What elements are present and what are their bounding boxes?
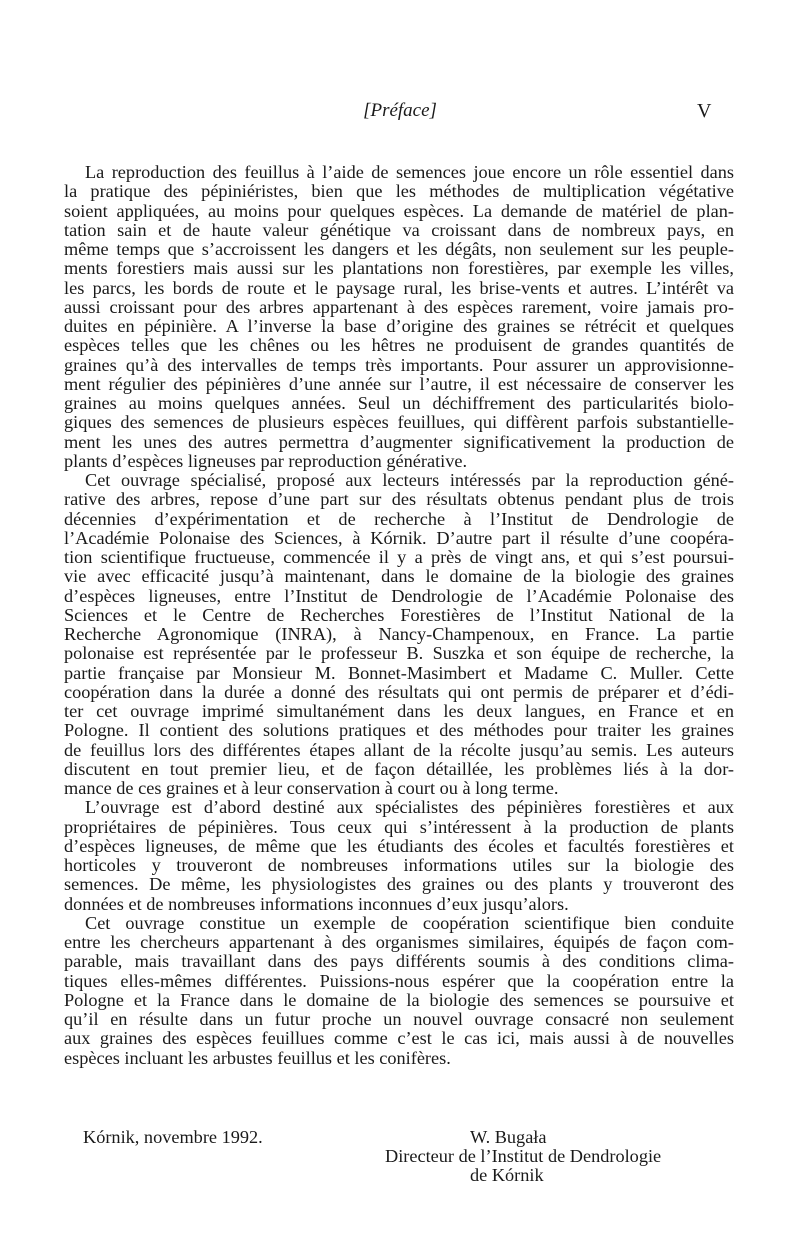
text-line: coopération dans la durée a donné des résultats qui ont permis de préparer et d’édi-	[64, 681, 734, 702]
text-line: Cet ouvrage spécialisé, proposé aux lecteurs intéressés par la reproduction géné-	[85, 470, 734, 490]
preface-body	[64, 163, 734, 1068]
text-line: Recherche Agronomique (INRA), à Nancy-Champenoux, en France. La partie	[64, 624, 734, 644]
text-line: données et de nombreuses informations inconnues d’eux jusqu’alors.	[64, 893, 569, 914]
text-line: graines qu’à des intervalles de temps très importants. Pour assurer un approvisionne-	[64, 354, 734, 375]
paragraph	[64, 798, 734, 914]
text-line: tation sain et de haute valeur génétique va croissant dans de nombreux pays, en	[64, 219, 734, 240]
text-line: semences. De même, les physiologistes des graines ou des plants y trouveront des	[64, 874, 734, 895]
text-line: horticoles y trouveront de nombreuses informations utiles sur la biologie des	[64, 855, 734, 875]
text-line: duites en pépinière. A l’inverse la base d’origine des graines se rétrécit et quelques	[64, 316, 734, 336]
text-line: Sciences et le Centre de Recherches Forestières de l’Institut National de la	[64, 604, 734, 625]
text-line: ment les unes des autres permettra d’augmenter significativement la production de	[64, 431, 734, 452]
running-header-title: [Préface]	[363, 100, 437, 121]
text-line: qu’il en résulte dans un futur proche un nouvel ouvrage consacré non seulement	[64, 1009, 734, 1029]
text-line: polonaise est représentée par le professeur B. Suszka et son équipe de recherche, la	[64, 643, 734, 664]
text-line: d’espèces ligneuses, entre l’Institut de Dendrologie de l’Académie Polonaise des	[64, 585, 734, 606]
text-line: giques des semences de plusieurs espèces feuillues, qui diffèrent parfois substantielle-	[64, 412, 734, 433]
paragraph	[64, 471, 734, 798]
paragraph	[64, 914, 734, 1068]
text-line: graines au moins quelques années. Seul un déchiffrement des particularités biolo-	[64, 393, 734, 413]
text-line: L’ouvrage est d’abord destiné aux spécialistes des pépinières forestières et aux	[85, 797, 734, 818]
text-line: espèces telles que les chênes ou les hêtres ne produisent de grandes quantités de	[64, 335, 734, 356]
signature-place-date: Kórnik, novembre 1992.	[83, 1127, 263, 1147]
text-line: partie française par Monsieur M. Bonnet-Masimbert et Madame C. Muller. Cette	[64, 662, 734, 683]
text-line: tiques elles-mêmes différentes. Puissions-nous espérer que la coopération entre la	[64, 970, 734, 991]
text-line: même temps que s’accroissent les dangers et les dégâts, non seulement sur les peuple-	[64, 239, 734, 259]
text-line: mance de ces graines et à leur conservation à court ou à long terme.	[64, 778, 559, 798]
text-line: entre les chercheurs appartenant à des organismes similaires, équipés de façon com-	[64, 932, 734, 952]
text-line: aux graines des espèces feuillues comme c’est le cas ici, mais aussi à de nouvelles	[64, 1028, 734, 1049]
paragraph	[64, 163, 734, 471]
page-number: V	[697, 100, 712, 122]
text-line: parable, mais travaillant dans des pays différents soumis à des conditions clima-	[64, 951, 734, 972]
text-line: de feuillus lors des différentes étapes allant de la récolte jusqu’au semis. Les auteurs	[64, 739, 734, 760]
text-line: aussi croissant pour des arbres appartenant à des espèces rarement, voire jamais pro-	[64, 296, 734, 317]
text-line: les parcs, les bords de route et le paysage rural, les brise-vents et autres. L’intérêt va	[64, 277, 734, 298]
text-line: plants d’espèces ligneuses par reproduction générative.	[64, 450, 468, 471]
text-line: Cet ouvrage constitue un exemple de coopération scientifique bien conduite	[85, 912, 734, 933]
text-line: tion scientifique fructueuse, commencée il y a près de vingt ans, et qui s’est poursui-	[64, 547, 734, 567]
text-line: propriétaires de pépinières. Tous ceux qui s’intéressent à la production de plants	[64, 816, 734, 837]
text-line: ments forestiers mais aussi sur les plantations non forestières, par exemple les villes,	[64, 258, 734, 279]
text-line: ter cet ouvrage imprimé simultanément dans les deux langues, en France et en	[64, 701, 734, 721]
text-line: ment régulier des pépinières d’une année sur l’autre, il est nécessaire de conserver les	[64, 373, 734, 394]
text-line: l’Académie Polonaise des Sciences, à Kórnik. D’autre part il résulte d’une coopéra-	[64, 527, 734, 548]
text-line: espèces incluant les arbustes feuillus et les conifères.	[64, 1047, 451, 1068]
text-line: Pologne. Il contient des solutions pratiques et des méthodes pour traiter les graines	[64, 720, 734, 741]
signature-role: Directeur de l’Institut de Dendrologie	[385, 1146, 662, 1166]
text-line: Pologne et la France dans le domaine de la biologie des semences se poursuive et	[64, 989, 734, 1010]
text-line: rative des arbres, repose d’une part sur des résultats obtenus pendant plus de trois	[64, 489, 734, 510]
text-line: décennies d’expérimentation et de recherche à l’Institut de Dendrologie de	[64, 508, 734, 529]
text-line: d’espèces ligneuses, de même que les étudiants des écoles et facultés forestières et	[64, 835, 734, 856]
text-line: soient appliquées, au moins pour quelques espèces. La demande de matériel de plan-	[64, 200, 734, 221]
text-line: La reproduction des feuillus à l’aide de semences joue encore un rôle essentiel dans	[85, 162, 734, 182]
signature-location: de Kórnik	[470, 1165, 544, 1185]
signature-name: W. Bugała	[470, 1127, 547, 1147]
text-line: discutent en tout premier lieu, et de façon détaillée, les problèmes liés à la dor-	[64, 758, 734, 779]
text-line: vie avec efficacité jusqu’à maintenant, dans le domaine de la biologie des graines	[64, 566, 734, 587]
text-line: la pratique des pépiniéristes, bien que les méthodes de multiplication végétative	[64, 181, 734, 202]
